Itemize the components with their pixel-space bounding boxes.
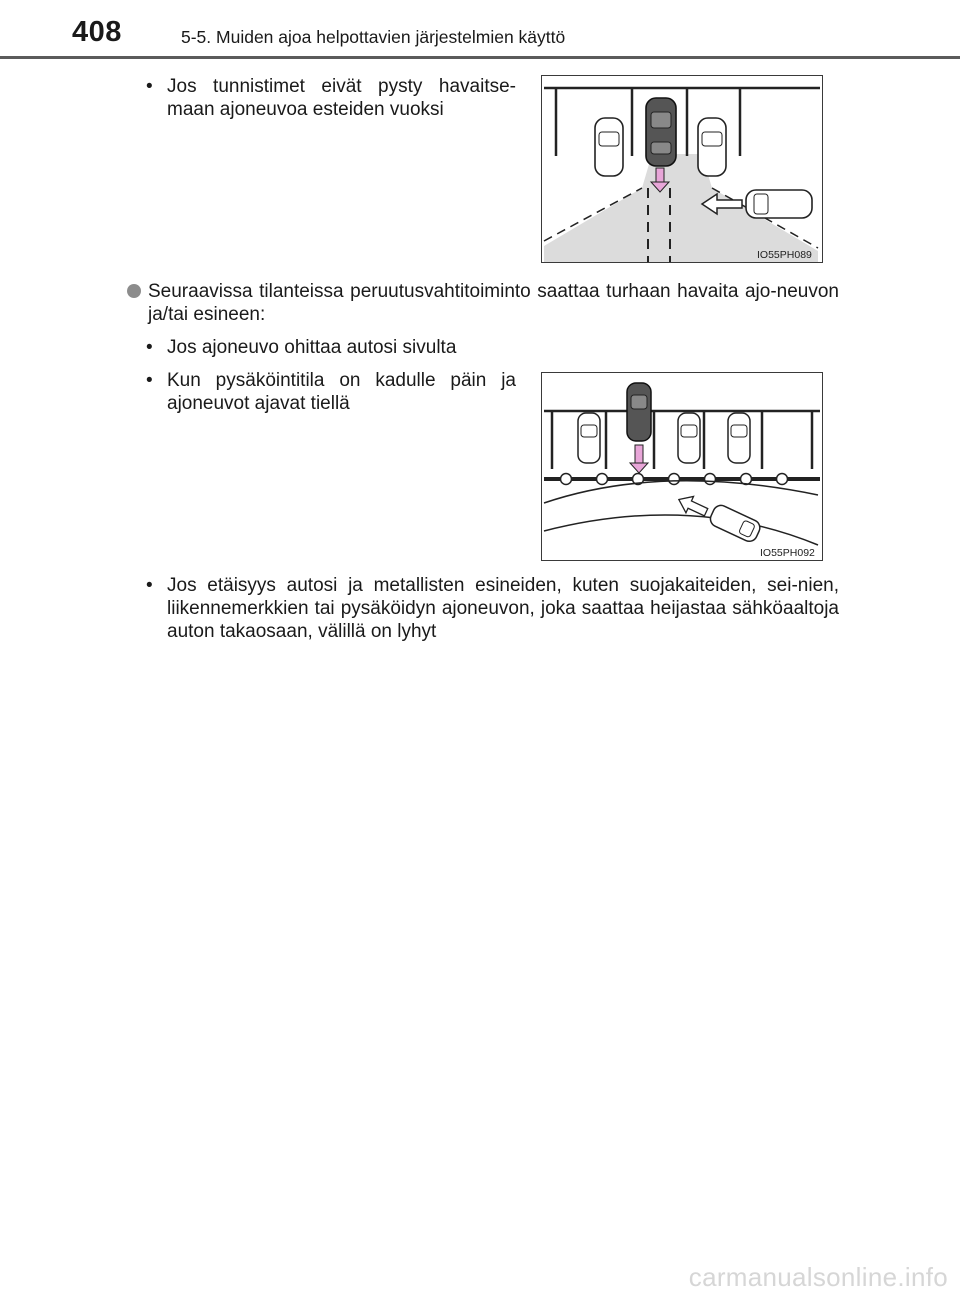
bullet-marker: • xyxy=(146,337,153,358)
section-title: 5-5. Muiden ajoa helpottavien järjestelmien käyttö xyxy=(181,27,566,47)
bullet-text: Jos tunnistimet eivät pysty havaitse-maan ajoneuvoa esteiden vuoksi xyxy=(167,76,516,120)
figure-code: IO55PH092 xyxy=(760,547,815,559)
figure-code: IO55PH089 xyxy=(757,249,812,261)
header-divider xyxy=(0,56,960,59)
figure-street-parking xyxy=(541,372,823,561)
bullet-text: Kun pysäköintitila on kadulle päin ja ajoneuvot ajavat tiellä xyxy=(167,370,516,414)
figure-parking-obstacles xyxy=(541,75,823,263)
bullet-marker: • xyxy=(146,370,153,391)
bullet-marker: • xyxy=(146,76,153,97)
circle-bullet-icon xyxy=(127,284,141,298)
bullet-text: Jos ajoneuvo ohittaa autosi sivulta xyxy=(167,337,457,358)
page-number: 408 xyxy=(72,16,122,48)
watermark: carmanualsonline.info xyxy=(688,1262,948,1292)
bullet-text: Jos etäisyys autosi ja metallisten esineiden, kuten suojakaiteiden, sei-nien, liikennemerkkien tai pysäköidyn ajoneuvon, joka saattaa heijastaa sähköaaltoja auton takaosaan, välillä on lyhyt xyxy=(167,575,839,642)
bullet-marker: • xyxy=(146,575,153,596)
main-item-text: Seuraavissa tilanteissa peruutusvahtitoiminto saattaa turhaan havaita ajo-neuvon ja/tai esineen: xyxy=(148,281,839,325)
parking-diagram-1 xyxy=(542,76,822,262)
parking-diagram-2 xyxy=(542,373,822,560)
page-header xyxy=(0,0,960,62)
